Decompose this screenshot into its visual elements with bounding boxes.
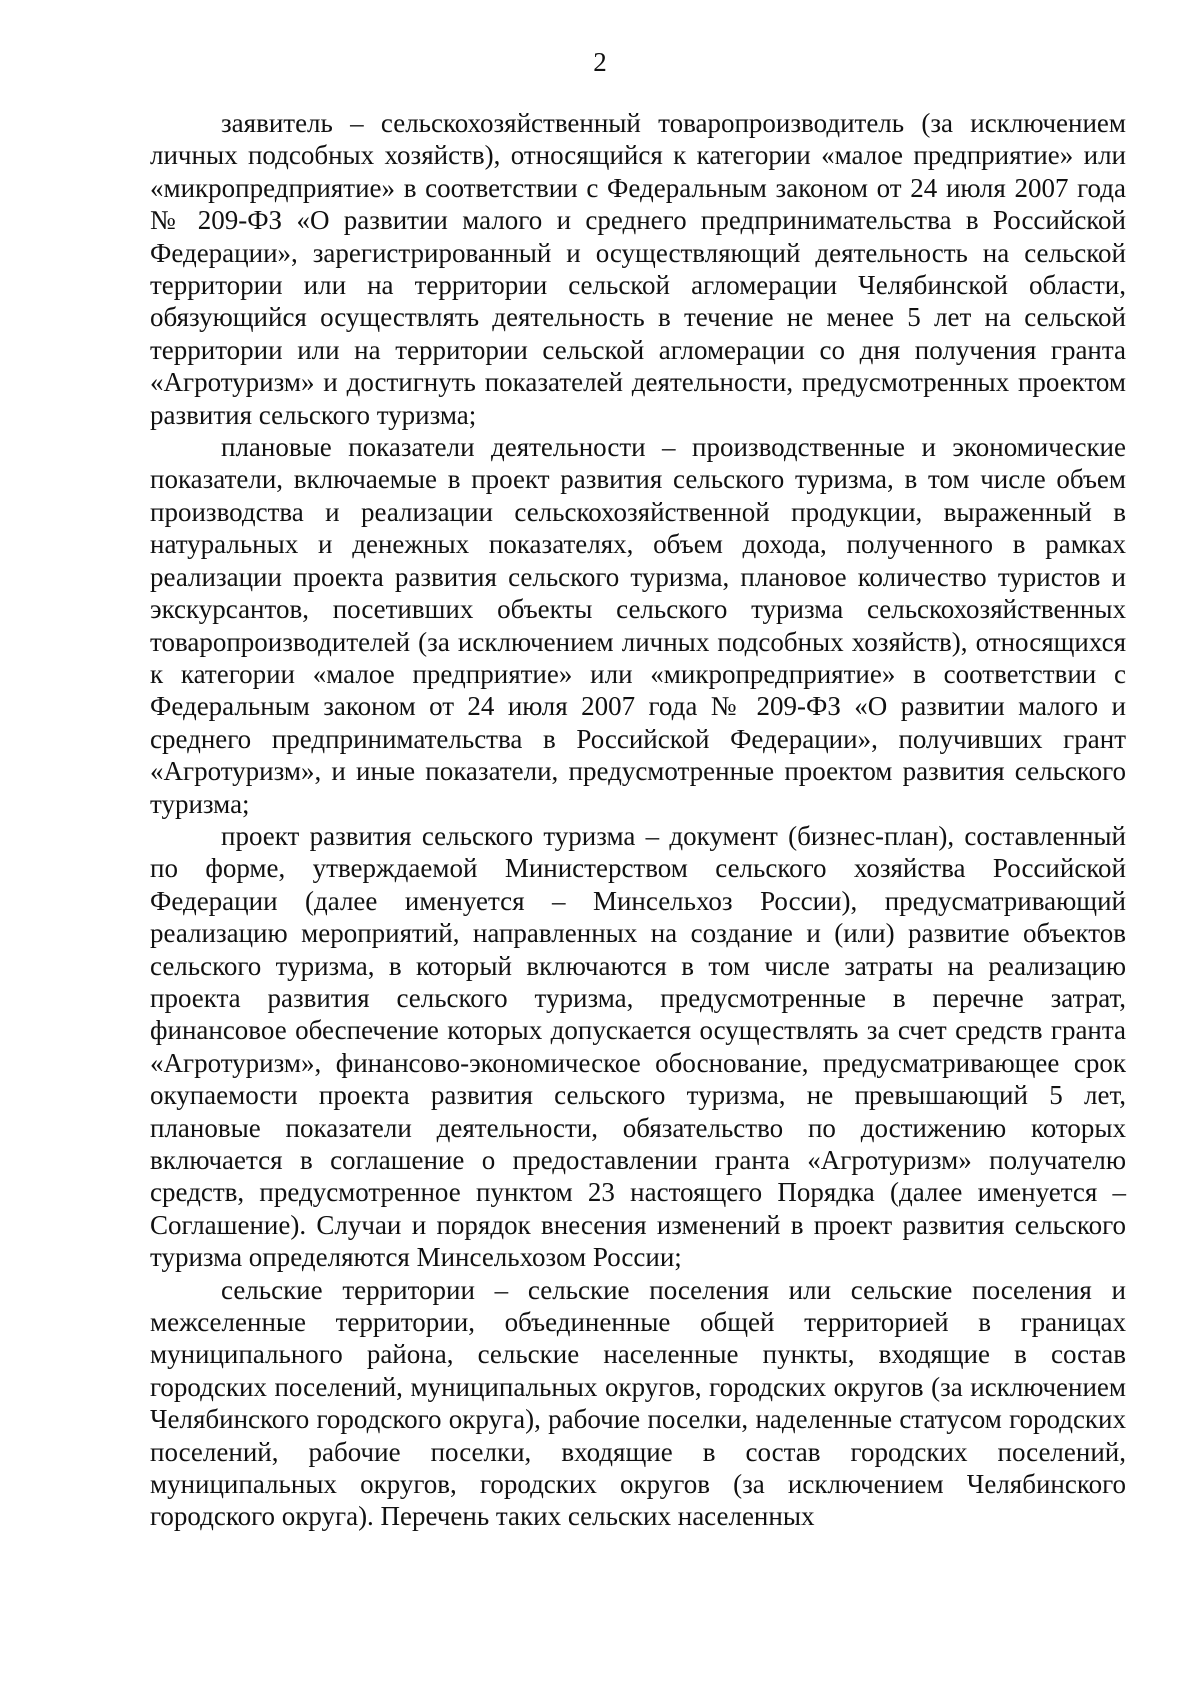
- paragraph-tourism-project-definition: проект развития сельского туризма – документ (бизнес-план), составленный по форме, утверждаемой Министерством сельского хозяйства Российской Федерации (далее именуется – Минсельхоз России), предусматривающий реализацию мероприятий, направленных на создание и (или) развитие объектов сельского туризма, в который включаются в том числе затраты на реализацию проекта развития сельского туризма, предусмотренные в перечне затрат, финансовое обеспечение которых допускается осуществлять за счет средств гранта «Агротуризм», финансово-экономическое обоснование, предусматривающее срок окупаемости проекта развития сельского туризма, не превышающий 5 лет, плановые показатели деятельности, обязательство по достижению которых включается в соглашение о предоставлении гранта «Агротуризм» получателю средств, предусмотренное пунктом 23 настоящего Порядка (далее именуется – Соглашение). Случаи и порядок внесения изменений в проект развития сельского туризма определяются Минсельхозом России;: [150, 820, 1126, 1273]
- page-number: 2: [593, 47, 607, 77]
- paragraph-rural-territories-definition: сельские территории – сельские поселения или сельские поселения и межселенные территории, объединенные общей территорией в границах муниципального района, сельские населенные пункты, входящие в состав городских поселений, муниципальных округов, городских округов (за исключением Челябинского городского округа), рабочие поселки, наделенные статусом городских поселений, рабочие поселки, входящие в состав городских поселений, муниципальных округов, городских округов (за исключением Челябинского городского округа). Перечень таких сельских населенных: [150, 1274, 1126, 1532]
- paragraph-planned-indicators-definition: плановые показатели деятельности – производственные и экономические показатели, включаемые в проект развития сельского туризма, в том числе объем производства и реализации сельскохозяйственной продукции, выраженный в натуральных и денежных показателях, объем дохода, полученного в рамках реализации проекта развития сельского туризма, плановое количество туристов и экскурсантов, посетивших объекты сельского туризма сельскохозяйственных товаропроизводителей (за исключением личных подсобных хозяйств), относящихся к категории «малое предприятие» или «микропредприятие» в соответствии с Федеральным законом от 24 июля 2007 года № 209-ФЗ «О развитии малого и среднего предпринимательства в Российской Федерации», получивших грант «Агротуризм», и иные показатели, предусмотренные проектом развития сельского туризма;: [150, 432, 1126, 819]
- paragraph-applicant-definition: заявитель – сельскохозяйственный товаропроизводитель (за исключением личных подсобных хозяйств), относящийся к категории «малое предприятие» или «микропредприятие» в соответствии с Федеральным законом от 24 июля 2007 года № 209-ФЗ «О развитии малого и среднего предпринимательства в Российской Федерации», зарегистрированный и осуществляющий деятельность на сельской территории или на территории сельской агломерации Челябинской области, обязующийся осуществлять деятельность в течение не менее 5 лет на сельской территории или на территории сельской агломерации со дня получения гранта «Агротуризм» и достигнуть показателей деятельности, предусмотренных проектом развития сельского туризма;: [150, 108, 1126, 430]
- document-body: [150, 107, 1126, 1533]
